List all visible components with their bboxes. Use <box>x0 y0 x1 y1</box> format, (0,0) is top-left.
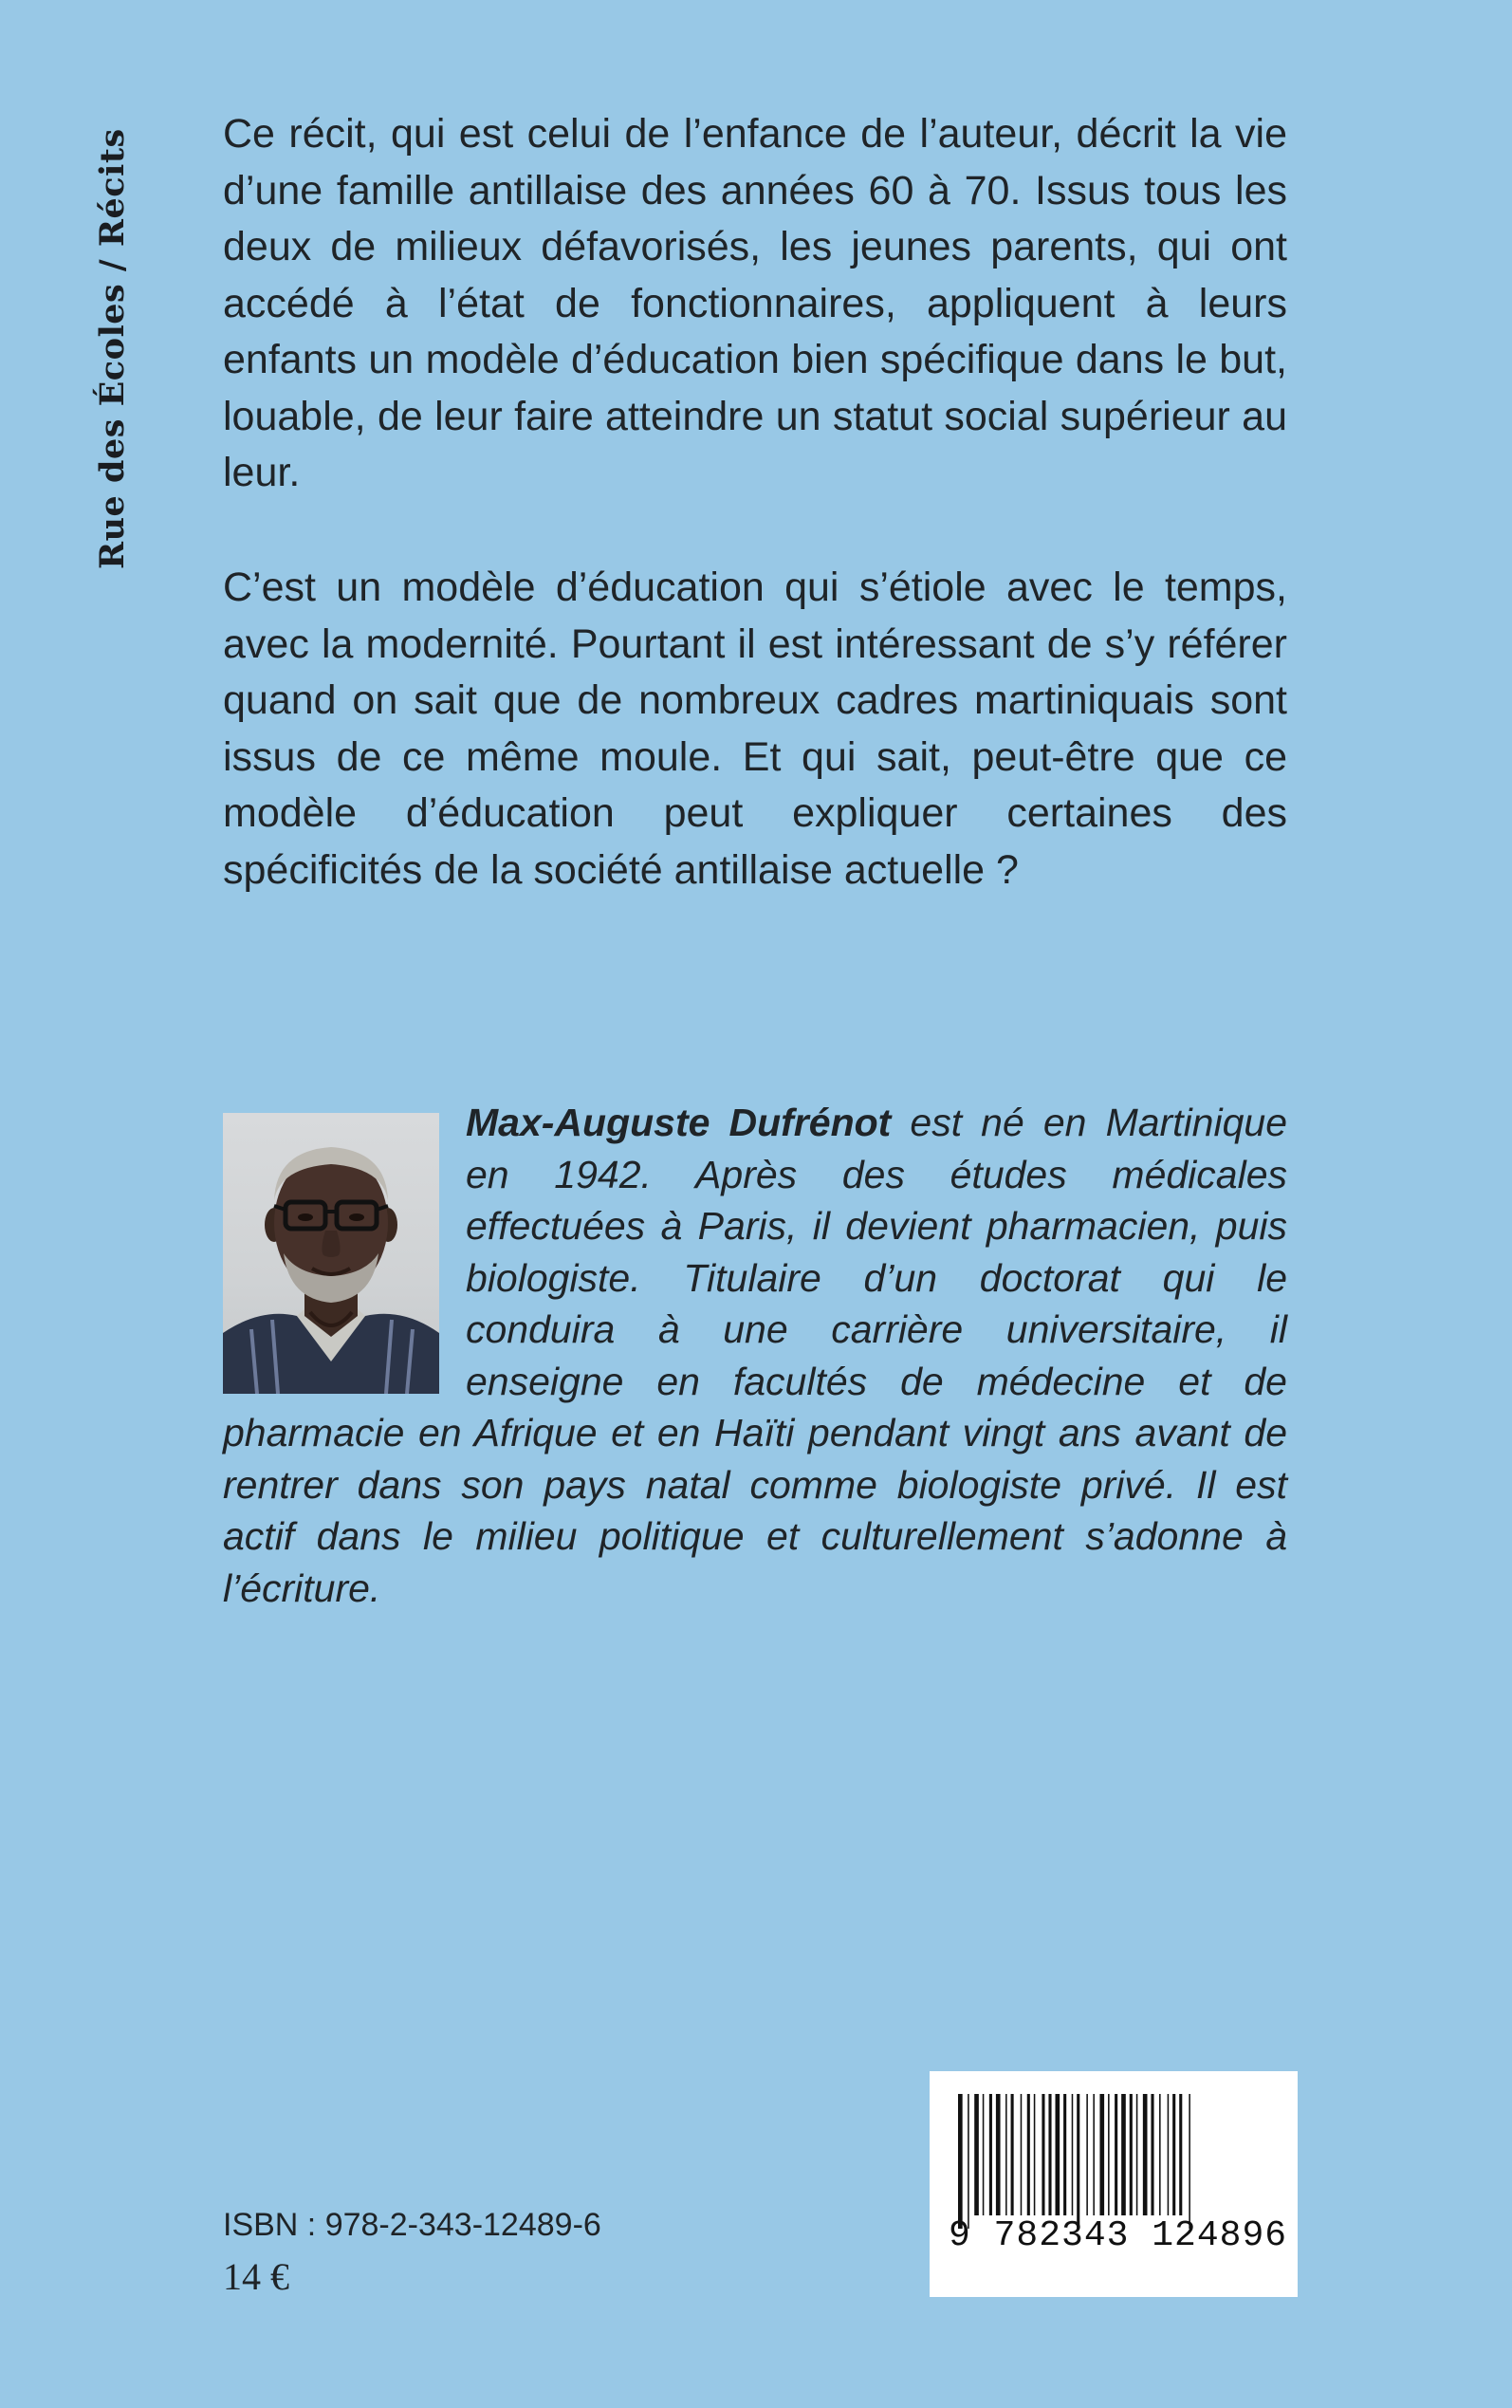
author-bio-text: est né en Martinique en 1942. Après des études médicales effectuées à Paris, il devient pharmacien, puis biologiste. Titulaire d’un doctorat qui le conduira à une carrière universitaire, il enseigne en facultés de médecine et de pharmacie en Afrique et en Haïti pendant vingt ans avant de rentrer dans son pays natal comme biologiste privé. Il est actif dans le milieu politique et culturellement s’adonne à l’écriture. <box>223 1101 1287 1610</box>
barcode-bar <box>1063 2094 1066 2215</box>
barcode-bar <box>1042 2094 1044 2215</box>
author-biography <box>223 1097 1287 1614</box>
barcode-bars <box>930 2071 1298 2297</box>
barcode-bar <box>1099 2094 1104 2215</box>
barcode-bar <box>1121 2094 1126 2215</box>
barcode-bar <box>974 2094 979 2215</box>
author-photo <box>223 1113 439 1394</box>
barcode-bar <box>1143 2094 1148 2215</box>
barcode-bar <box>968 2094 969 2229</box>
barcode-bar <box>1034 2094 1036 2215</box>
barcode-bar <box>989 2094 992 2215</box>
barcode-bar <box>1056 2094 1060 2215</box>
barcode-digits: 9 782343 124896 <box>949 2215 1288 2256</box>
isbn-label: ISBN : 978-2-343-12489-6 <box>223 2207 601 2243</box>
barcode-bar <box>1005 2094 1007 2215</box>
barcode-bar <box>1189 2094 1190 2229</box>
spine-collection-label: Rue des Écoles / Récits <box>93 128 132 569</box>
barcode-bar <box>1027 2094 1030 2215</box>
barcode-bar <box>983 2094 985 2215</box>
barcode-bar <box>958 2094 963 2229</box>
barcode-bar <box>1048 2094 1051 2215</box>
barcode-bar <box>1072 2094 1074 2215</box>
barcode-bar <box>996 2094 1001 2215</box>
barcode-bar <box>1136 2094 1138 2215</box>
barcode-bar <box>1108 2094 1110 2215</box>
barcode-bar <box>1077 2094 1079 2229</box>
barcode-bar <box>1172 2094 1175 2215</box>
barcode <box>930 2071 1298 2297</box>
blurb-paragraph-2: C’est un modèle d’éducation qui s’étiole avec le temps, avec la modernité. Pourtant il est intéressant de s’y référer quand on sait que de nombreux cadres martiniquais sont issus de ce même moule. Et qui sait, peut-être que ce modèle d’éducation peut expliquer certaines des spécificités de la société antillaise actuelle ? <box>223 565 1287 893</box>
barcode-bar <box>1115 2094 1117 2215</box>
barcode-bar <box>1011 2094 1014 2215</box>
author-name: Max-Auguste Dufrénot <box>466 1101 892 1144</box>
barcode-bar <box>1021 2094 1023 2215</box>
barcode-bar <box>1179 2094 1182 2215</box>
barcode-bar <box>1130 2094 1133 2215</box>
barcode-bar <box>1159 2094 1161 2215</box>
price-label: 14 € <box>223 2255 289 2298</box>
barcode-bar <box>1093 2094 1095 2215</box>
blurb-paragraph-1: Ce récit, qui est celui de l’enfance de l’auteur, décrit la vie d’une famille antillaise des années 60 à 70. Issus tous les deux de milieux défavorisés, les jeunes parents, qui ont accédé à l’état de fonctionnaires, appliquent à leurs enfants un modèle d’éducation bien spécifique dans le but, louable, de leur faire atteindre un statut social supérieur au leur. <box>223 111 1287 495</box>
barcode-bar <box>1151 2094 1153 2215</box>
barcode-bar <box>1086 2094 1088 2215</box>
barcode-bar <box>1168 2094 1170 2215</box>
